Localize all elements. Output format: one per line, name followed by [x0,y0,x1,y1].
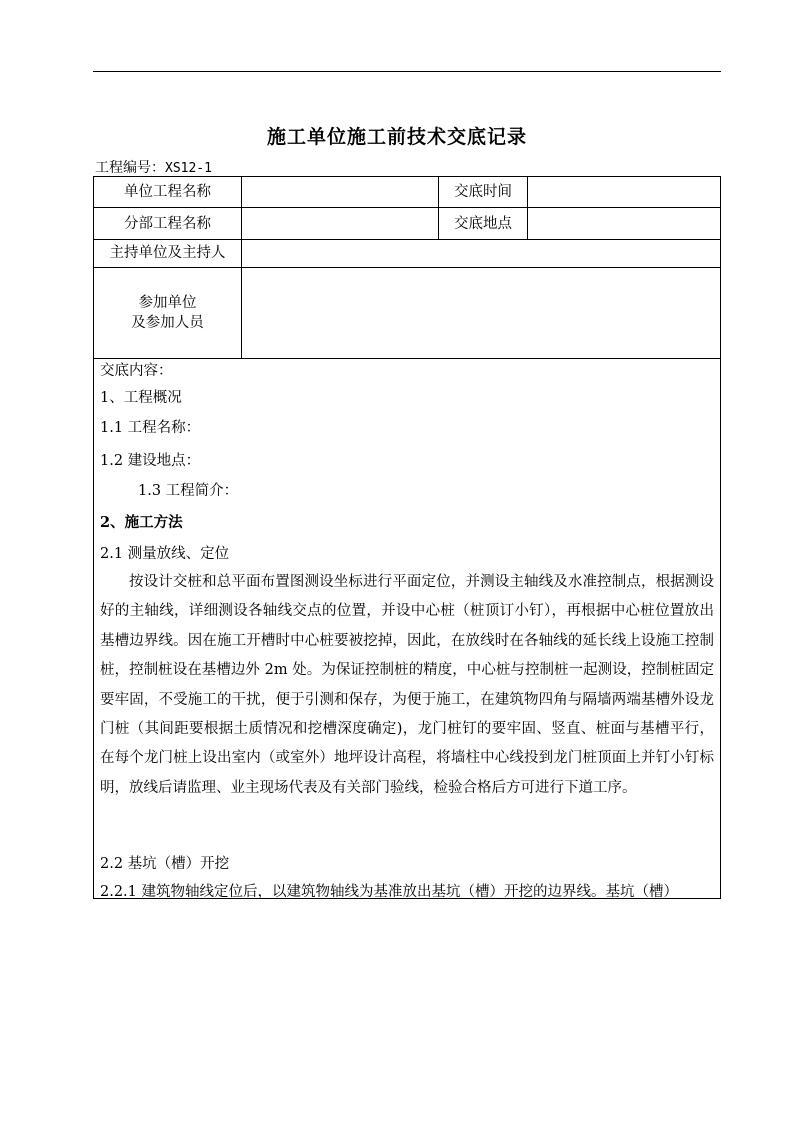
section-1-2: 1.2 建设地点： [100,453,201,469]
section-1-1: 1.1 工程名称： [100,420,201,436]
section-2-1: 2.1 测量放线、定位 [100,546,230,562]
disclosure-place-label: 交底地点 [454,216,512,232]
disclosure-form [93,176,721,899]
column-divider [527,177,528,239]
section-2-2: 2.2 基坑（槽）开挖 [100,856,230,872]
column-divider [241,177,242,358]
header-rule [93,71,721,72]
project-number [95,157,212,177]
section-2-2-1: 2.2.1 建筑物轴线定位后，以建筑物轴线为基准放出基坑（槽）开挖的边界线。基坑（槽） [100,884,678,900]
row-divider [94,239,720,240]
host-label: 主持单位及主持人 [109,245,226,261]
document-title: 施工单位施工前技术交底记录 [266,126,527,148]
participants-label-line1: 参加单位 [138,295,197,311]
section-1-3: 1.3 工程简介： [138,483,239,499]
row-divider [94,207,720,208]
subproject-label: 分部工程名称 [124,216,211,232]
section-2-1-paragraph: 按设计交桩和总平面布置图测设坐标进行平面定位，并测设主轴线及水准控制点，根据测设好的主轴线，详细测设各轴线交点的位置，并设中心桩（桩顶订小钉），再根据中心桩位置放出基槽边界线。因在施工开槽时中心桩要被挖掉，因此，在放线时在各轴线的延长线上设施工控制桩，控制桩设在基槽边外 2m 处。为保证控制桩的精度，中心桩与控制桩一起测设，控制桩固定要牢固，不受施工的干扰，便于引测和保存，为便于施工，在建筑物四角与隔墙两端基槽外设龙门桩（其间距要根据土质情况和挖槽深度确定)，龙门桩钉的要牢固、竖直、桩面与基槽平行，在每个龙门桩上设出室内（或室外）地坪设计高程，将墙柱中心线投到龙门桩顶面上并钉小钉标明，放线后请监理、业主现场代表及有关部门验线，检验合格后方可进行下道工序。 [100,574,714,796]
unit-project-label: 单位工程名称 [124,184,211,200]
project-number-value: XS12-1 [165,161,212,176]
row-divider [94,358,720,359]
project-number-label: 工程编号： [95,160,165,176]
row-divider [94,267,720,268]
section-1-heading: 1、工程概况 [100,390,182,406]
section-2-heading: 2、施工方法 [100,514,183,531]
participants-label-line2: 及参加人员 [131,315,204,331]
content-heading: 交底内容： [100,363,173,379]
disclosure-time-label: 交底时间 [454,184,512,200]
